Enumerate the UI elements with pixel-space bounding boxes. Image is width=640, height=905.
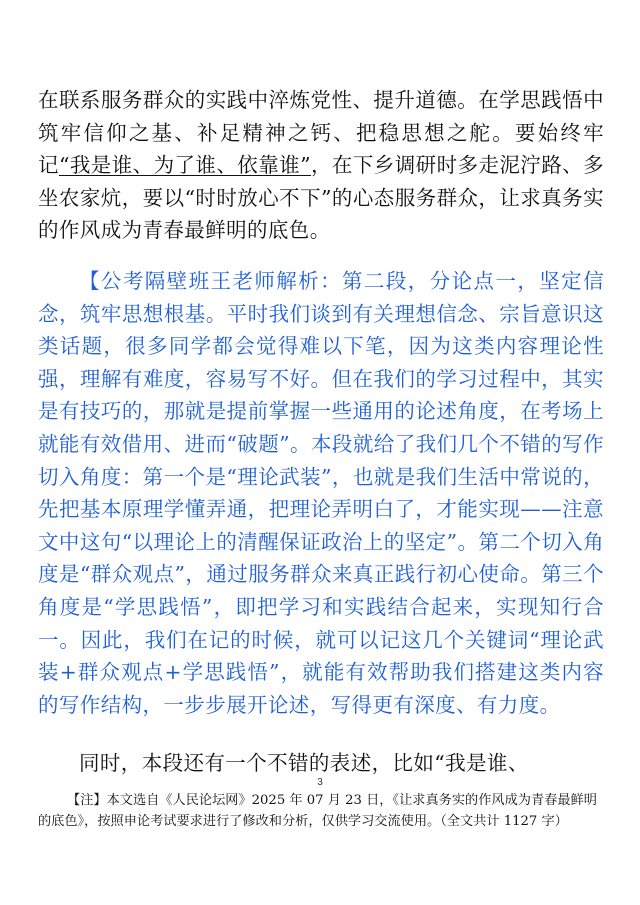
intro-text-before: 在联系服务群众的实践中淬炼党性、提升道德。在学思践悟中筑牢信仰之基、补足精神之钙、把稳思想之舵。要始终牢记 (38, 88, 604, 178)
closing-paragraph: 同时，本段还有一个不错的表述，比如“我是谁、 (79, 751, 529, 775)
source-footnote: 【注】本文选自《人民论坛网》2025 年 07 月 23 日，《让求真务实的作风成为青春最鲜明的底色》，按照申论考试要求进行了修改和分析，仅供学习交流使用。（全文共计 1127 字） (38, 793, 597, 829)
underlined-quote: “我是谁、为了谁、依靠谁” (58, 153, 311, 178)
teacher-analysis-paragraph: 【公考隔壁班王老师解析：第二段，分论点一，坚定信念，筑牢思想根基。平时我们谈到有关理想信念、宗旨意识这类话题，很多同学都会觉得难以下笔，因为这类内容理论性强，理解有难度，容易写不好。但在我们的学习过程中，其实是有技巧的，那就是提前掌握一些通用的论述角度，在考场上就能有效借用、进而“破题”。本段就给了我们几个不错的写作切入角度：第一个是“理论武装”，也就是我们生活中常说的，先把基本原理学懂弄通，把理论弄明白了，才能实现——注意文中这句“以理论上的清醒保证政治上的坚定”。第二个切入角度是“群众观点”，通过服务群众来真正践行初心使命。第三个角度是“学思践悟”，即把学习和实践结合起来，实现知行合一。因此，我们在记的时候，就可以记这几个关键词“理论武装+群众观点+学思践悟”，就能有效帮助我们搭建这类内容的写作结构，一步步展开论述，写得更有深度、有力度。 (38, 269, 604, 717)
intro-text-after: ，在下乡调研时多走泥泞路、多坐农家炕，要以“时时放心不下”的心态服务群众，让求真务实的作风成为青春最鲜明的底色。 (38, 153, 604, 243)
intro-paragraph (38, 84, 604, 247)
page-number: 3 (317, 777, 323, 788)
